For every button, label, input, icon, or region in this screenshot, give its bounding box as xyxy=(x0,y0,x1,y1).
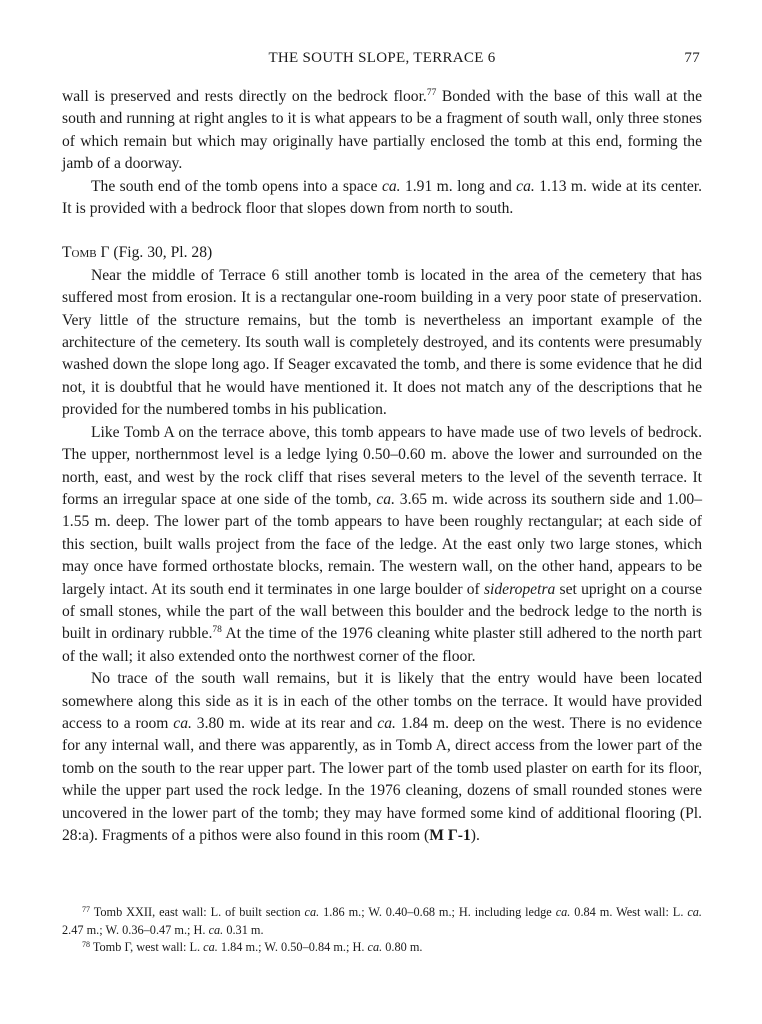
text-run: Bonded with the base of this wall at the south and running at right angles to it is what appears to be a fragment of south wall, only three stones of which remain but which may originally have partially enclosed the tomb at this end, forming the jamb of a doorway. xyxy=(62,88,703,173)
running-title: THE SOUTH SLOPE, TERRACE 6 xyxy=(268,50,496,66)
text-run: 2.47 m.; W. 0.36–0.47 m.; H. xyxy=(62,922,209,937)
text-run: No trace of the south wall remains, but it is likely that the entry would have been located somewhere along this side as it is in each of the other tombs on the terrace. It would have provided access to a room xyxy=(62,670,702,732)
text-run: 1.86 m.; W. 0.40–0.68 m.; H. including ledge xyxy=(319,905,556,919)
page-header xyxy=(62,50,702,70)
text-run: 1.91 m. long and xyxy=(400,177,517,195)
italic-ca: ca. xyxy=(516,177,535,195)
text-run: 1.84 m. deep on the west. There is no evidence for any internal wall, and there was apparently, as in Tomb A, direct access from the lower part of the tomb on the south to the rear upper part. The lower part of the tomb used plaster on earth for its floor, while the upper part used the rock ledge. In the 1976 cleaning, dozens of small rounded stones were uncovered in the lower part of the tomb; they may have formed some kind of additional flooring (Pl. 28:a). Fragments of a pithos were also found in this room ( xyxy=(62,714,703,844)
heading-label: Tomb Γ xyxy=(62,244,110,262)
text-run: Tomb Γ, west wall: L. xyxy=(90,940,204,954)
footnote-77 xyxy=(62,904,702,939)
footnote-78 xyxy=(62,939,702,957)
text-run: 3.80 m. wide at its rear and xyxy=(191,714,378,732)
text-run: wall is preserved and rests directly on the bedrock floor. xyxy=(62,88,427,105)
italic-ca: ca. xyxy=(381,177,401,195)
section-heading-tomb-gamma xyxy=(62,242,702,264)
text-run: At the time of the 1976 cleaning white plaster still adhered to the north part of the wall; it also extended onto the northwest corner of the floor. xyxy=(62,625,702,665)
page-number: 77 xyxy=(684,50,700,66)
italic-ca: ca. xyxy=(687,905,702,919)
footnote-number: 77 xyxy=(82,905,90,914)
text-run: 1.13 m. wide at its center. It is provided with a bedrock floor that slopes down from north to south. xyxy=(62,177,702,218)
footnote-number: 78 xyxy=(82,940,90,949)
text-run: set upright on a course of small stones, while the part of the wall between this boulder and the bedrock ledge to the north is built in ordinary rubble. xyxy=(62,580,703,643)
text-run: ). xyxy=(470,827,480,844)
text-run: The south end of the tomb opens into a space xyxy=(91,177,382,195)
paragraph-bedrock-levels xyxy=(62,422,702,668)
italic-ca: ca. xyxy=(555,905,571,919)
text-run: 1.84 m.; W. 0.50–0.84 m.; H. xyxy=(217,940,368,954)
text-run: 0.80 m. xyxy=(382,940,423,954)
footnote-ref-77[interactable]: 77 xyxy=(426,88,437,98)
text-run: 0.31 m. xyxy=(223,922,264,937)
paragraph-continued xyxy=(62,86,702,176)
footnote-ref-78[interactable]: 78 xyxy=(212,625,222,636)
text-run: Like Tomb A on the terrace above, this tomb appears to have made use of two levels of bedrock. The upper, northernmost level is a ledge lying 0.50–0.60 m. above the lower and surrounded on the north, east, and west by the rock cliff that rises several meters to the level of the seventh terrace. It forms an irregular space at one side of the tomb, xyxy=(62,423,702,508)
heading-ref: (Fig. 30, Pl. 28) xyxy=(109,244,213,262)
italic-ca: ca. xyxy=(203,940,218,954)
italic-ca: ca. xyxy=(173,714,192,732)
footnotes xyxy=(62,904,702,957)
paragraph-tomb-intro: Near the middle of Terrace 6 still another tomb is located in the area of the cemetery that has suffered most from erosion. It is a rectangular one-room building in a very poor state of preservation. Very little of the structure remains, but the tomb is nevertheless an important example of the architecture of the cemetery. Its south wall is completely destroyed, and its contents were presumably washed down the slope long ago. If Seager excavated the tomb, and there is some evidence that he did not, it is doubtful that he would have mentioned it. It does not match any of the descriptions that he provided for the numbered tombs in his publication. xyxy=(62,266,702,419)
italic-ca: ca. xyxy=(376,490,395,508)
italic-term: sideropetra xyxy=(483,580,556,598)
italic-ca: ca. xyxy=(367,940,383,954)
body-text xyxy=(62,86,702,847)
text-run: 0.84 m. West wall: L. xyxy=(570,905,688,919)
catalog-ref: M Γ-1 xyxy=(429,827,471,844)
paragraph-south-wall xyxy=(62,668,702,847)
italic-ca: ca. xyxy=(208,922,224,937)
paragraph-south-end xyxy=(62,176,702,221)
italic-ca: ca. xyxy=(304,905,320,919)
text-run: 3.65 m. wide across its southern side and 1.00–1.55 m. deep. The lower part of the tomb appears to have been roughly rectangular; at each side of this section, built walls project from the face of the ledge. At the east only two large stones, which may once have formed orthostate blocks, remain. The western wall, on the other hand, appears to be largely intact. At its south end it terminates in one large boulder of xyxy=(62,490,702,598)
italic-ca: ca. xyxy=(377,714,396,732)
text-run: Tomb XXII, east wall: L. of built section xyxy=(90,905,305,919)
